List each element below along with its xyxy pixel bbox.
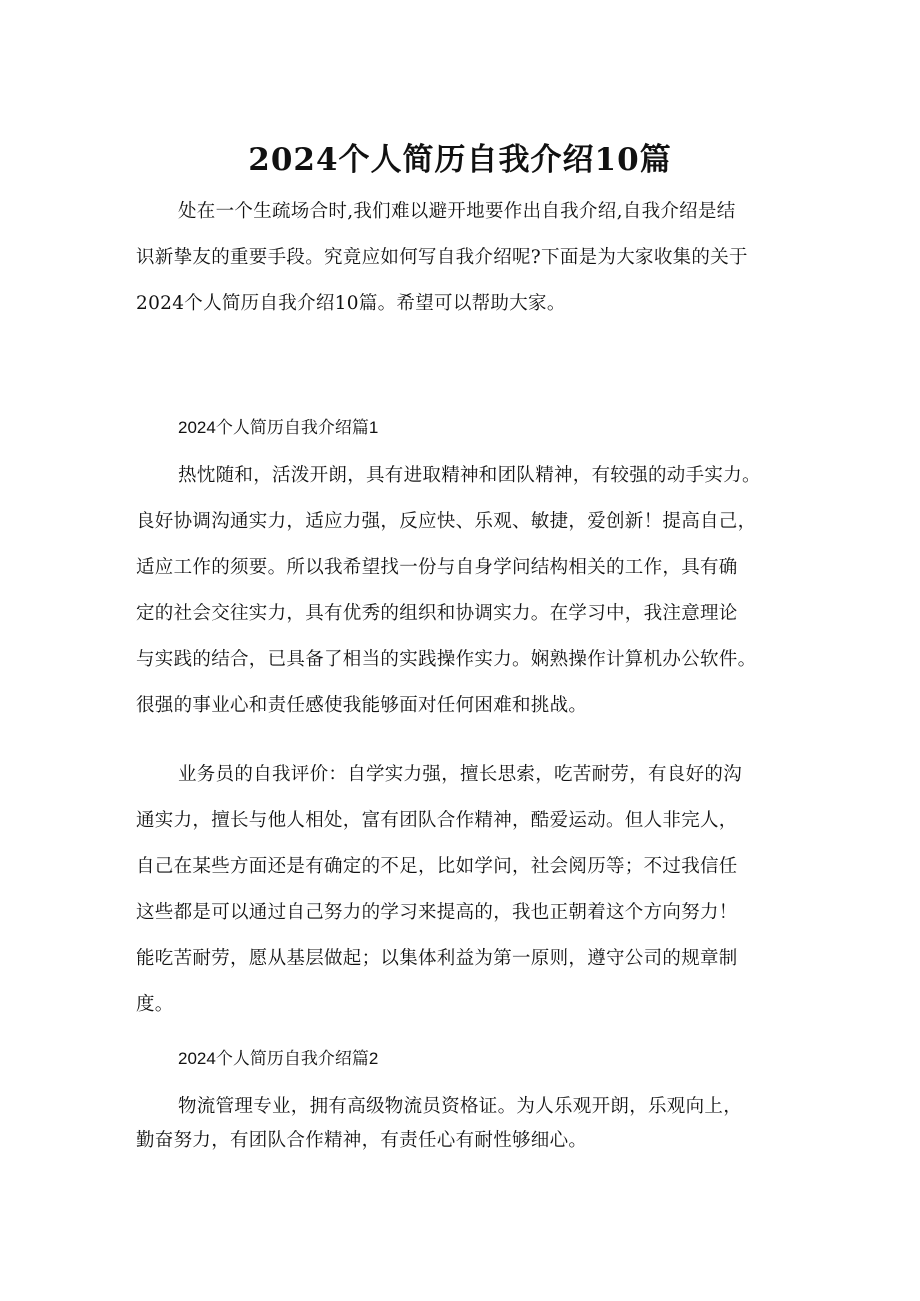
- paragraph-line: 很强的事业心和责任感使我能够面对任何困难和挑战。: [136, 695, 588, 716]
- intro-paragraph: [136, 189, 804, 327]
- paragraph-line: 通实力，擅长与他人相处，富有团队合作精神，酷爱运动。但人非完人，: [136, 810, 738, 831]
- paragraph-line: 业务员的自我评价：自学实力强，擅长思索，吃苦耐劳，有良好的沟: [178, 764, 743, 785]
- intro-line: 2024个人简历自我介绍10篇。希望可以帮助大家。: [136, 293, 566, 314]
- section1-paragraph-2: [136, 752, 804, 1028]
- paragraph-line: 与实践的结合，已具备了相当的实践操作实力。娴熟操作计算机办公软件。: [136, 649, 757, 670]
- paragraph-line: 定的社会交往实力，具有优秀的组织和协调实力。在学习中，我注意理论: [136, 603, 738, 624]
- paragraph-line: 热忱随和，活泼开朗，具有进取精神和团队精神，有较强的动手实力。: [178, 465, 761, 486]
- paragraph-line: 这些都是可以通过自己努力的学习来提高的，我也正朝着这个方向努力！: [136, 902, 738, 923]
- paragraph-line: 适应工作的须要。所以我希望找一份与自身学问结构相关的工作，具有确: [136, 557, 738, 578]
- paragraph-line: 良好协调沟通实力，适应力强，反应快、乐观、敏捷，爱创新！提高自己，: [136, 511, 757, 532]
- paragraph-line: 勤奋努力，有团队合作精神，有责任心有耐性够细心。: [136, 1130, 588, 1151]
- paragraph-line: 度。: [136, 994, 174, 1015]
- intro-line: 处在一个生疏场合时,我们难以避开地要作出自我介绍,自我介绍是结: [178, 201, 736, 222]
- section1-paragraph-1: [136, 453, 804, 729]
- intro-line: 识新挚友的重要手段。究竟应如何写自我介绍呢?下面是为大家收集的关于: [136, 247, 748, 268]
- section1-heading: 2024个人简历自我介绍篇1: [178, 418, 379, 437]
- section2-paragraph-1: [136, 1084, 804, 1164]
- paragraph-line: 物流管理专业，拥有高级物流员资格证。为人乐观开朗，乐观向上，: [178, 1096, 743, 1117]
- paragraph-line: 自己在某些方面还是有确定的不足，比如学问，社会阅历等；不过我信任: [136, 856, 738, 877]
- paragraph-line: 能吃苦耐劳，愿从基层做起；以集体利益为第一原则，遵守公司的规章制: [136, 948, 738, 969]
- document-title: 2024个人简历自我介绍10篇: [248, 142, 672, 178]
- section2-heading: 2024个人简历自我介绍篇2: [178, 1049, 379, 1068]
